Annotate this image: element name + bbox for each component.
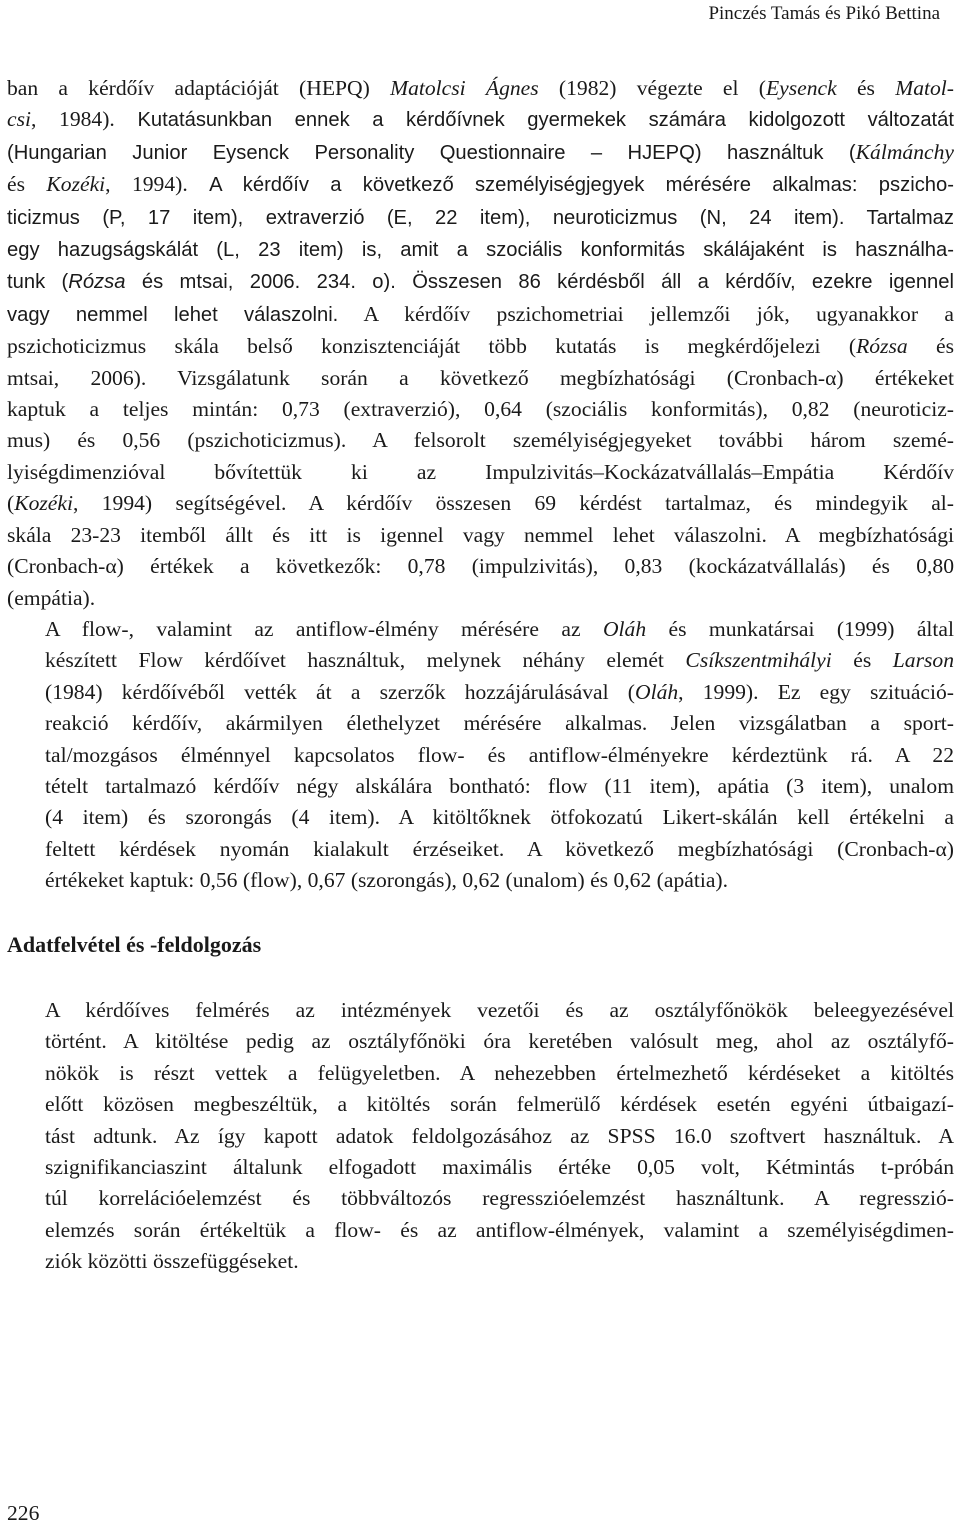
paragraph-heppq [7, 73, 954, 614]
text-run: (1984) kérdőívéből vették át a szerzők hozzájárulásával ( [45, 679, 635, 704]
text-run: , 1994). [105, 172, 210, 197]
text-line [7, 104, 954, 136]
author-name: Matolcsi Ágnes [390, 76, 539, 100]
text-line [7, 266, 954, 298]
text-line [7, 488, 954, 519]
text-run: (1982) végezte el ( [538, 76, 766, 100]
text-run: Kutatásunkban ennek a kérdőívnek gyermekek számára kidolgozott változatát [137, 109, 954, 132]
text-line [7, 73, 954, 104]
text-line: (4 item) és szorongás (4 item). A kitöltőknek ötfokozatú Likert-skálán kell értékelni a [45, 805, 954, 830]
text-run: , 1984). [31, 107, 138, 132]
text-line [7, 645, 954, 676]
text-line: nökök is részt vettek a felügyeletben. A nehezebben értelmezhető kérdéseket a kitöltés [45, 1060, 954, 1085]
text-run: A flow-, valamint az antiflow-élmény mérésére az [45, 616, 603, 641]
text-line: reakció kérdőív, akármilyen élethelyzet mérésére alkalmas. Jelen vizsgálatban a sport- [45, 711, 954, 736]
text-line: lyiségdimenzióval bővítettük ki az Impulzivitás–Kockázatvállalás–Empátia Kérdőív [7, 459, 954, 484]
text-line [7, 677, 954, 708]
text-run: és [7, 172, 47, 197]
text-run: és munkatársai (1999) által [646, 616, 954, 641]
paragraph-flow [7, 614, 954, 897]
text-line [7, 234, 954, 266]
text-line: (empátia). [7, 585, 96, 610]
author-name: Kozéki [46, 172, 106, 197]
text-line: előtt közösen megbeszéltük, a kitöltés során felmerülő kérdések esetén egyéni útbaigazí- [45, 1092, 954, 1117]
text-line: feltett kérdések nyomán kialakult érzéseiket. A következő megbízhatósági (Cronbach-α) [45, 836, 954, 861]
text-run: pszichoticizmus skála belső konzisztenciáját több kutatás is megkérdőjelezi ( [7, 334, 857, 359]
author-name: Rózsa [856, 334, 908, 359]
author-name: csi [7, 107, 31, 132]
text-line: tételt tartalmazó kérdőív négy alskálára bontható: flow (11 item), apátia (3 item), unalom [45, 773, 954, 798]
text-line: értékeket kaptuk: 0,56 (flow), 0,67 (szorongás), 0,62 (unalom) és 0,62 (apátia). [45, 868, 728, 893]
author-name: Rózsa [68, 271, 126, 294]
text-line: túl korrelációelemzést és többváltozós regresszióelemzést használtunk. A regresszió- [45, 1186, 954, 1211]
text-line [7, 169, 954, 201]
page-number: 226 [7, 1501, 40, 1525]
text-run: ( [7, 491, 15, 516]
article-body [7, 73, 954, 1278]
running-head: Pinczés Tamás és Pikó Bettina [708, 3, 940, 24]
text-run: ban a kérdőív adaptációját (HEPQ) [7, 76, 391, 100]
author-name: Kálmánchy [855, 139, 954, 164]
text-run: és [836, 76, 896, 100]
text-run: Összesen 86 kérdésből áll a kérdőív, ezekre igennel [412, 271, 954, 294]
text-run: és mtsai, 2006. 234. o). [125, 271, 413, 294]
section-heading: Adatfelvétel és -feldolgozás [7, 931, 262, 957]
text-run: készített Flow kérdőívet használtuk, melynek néhány elemét [45, 648, 686, 673]
text-line: mus) és 0,56 (pszichoticizmus). A felsorolt személyiségjegyeket további három szemé- [7, 428, 954, 453]
text-run: tunk ( [7, 271, 69, 294]
text-run: és [907, 334, 954, 359]
author-name: Kozéki [14, 491, 73, 516]
text-run: , 1994) segítségével. A kérdőív összesen 69 kérdést tartalmaz, és mindegyik al- [72, 491, 954, 516]
text-line: (Cronbach-α) értékek a következők: 0,78 (impulzivitás), 0,83 (kockázatvállalás) és 0,80 [7, 554, 954, 579]
author-name: Csíkszentmihályi [685, 648, 832, 673]
author-name: Larson [892, 648, 954, 673]
text-line: elemzés során értékeltük a flow- és az antiflow-élmények, valamint a személyiségdimen- [45, 1217, 954, 1242]
text-line: tást adtunk. Az így kapott adatok feldolgozásához az SPSS 16.0 szoftvert használtuk. A [45, 1123, 954, 1148]
text-line: A kérdőíves felmérés az intézmények vezetői és az osztályfőnökök beleegyezésével [45, 997, 954, 1022]
text-line: történt. A kitöltése pedig az osztályfőnöki óra keretében valósult meg, ahol az osztályfő- [45, 1029, 954, 1054]
text-run: ticizmus (P, 17 item), extraverzió (E, 22 item), neuroticizmus (N, 24 item). Tartalmaz [7, 206, 954, 229]
text-run: A kérdőív a következő személyiségjegyek mérésére alkalmas: pszicho- [209, 174, 954, 197]
author-name: Oláh [634, 679, 679, 704]
text-run: egy hazugságskálát (L, 23 item) is, amit a szociális konformitás skálájaként is használha- [7, 239, 954, 262]
text-run: és [831, 648, 893, 673]
text-line: tal/mozgásos élménnyel kapcsolatos flow- és antiflow-élményekre kérdeztünk rá. A 22 [45, 742, 954, 767]
text-line [7, 299, 954, 331]
text-line [7, 331, 954, 362]
text-run: (Hungarian Junior Eysenck Personality Questionnaire – HJEPQ) használtuk ( [7, 141, 856, 164]
text-run: vagy nemmel lehet válaszolni. [7, 303, 339, 326]
text-line [7, 614, 954, 645]
text-line [7, 202, 954, 234]
paragraph-data-collection [7, 995, 954, 1278]
text-line: ziók közötti összefüggéseket. [45, 1249, 299, 1274]
author-name: Matol- [895, 76, 954, 100]
text-line: szignifikanciaszint általunk elfogadott maximális értéke 0,05 volt, Kétmintás t-próbán [45, 1155, 954, 1179]
text-line: kaptuk a teljes mintán: 0,73 (extraverzió), 0,64 (szociális konformitás), 0,82 (neuroticiz- [7, 397, 954, 422]
text-run: , 1999). Ez egy szituáció- [678, 679, 954, 704]
text-run: A kérdőív pszichometriai jellemzői jók, ugyanakkor a [338, 301, 954, 326]
author-name: Eysenck [765, 76, 837, 100]
text-line: mtsai, 2006). Vizsgálatunk során a következő megbízhatósági (Cronbach-α) értékeket [7, 365, 954, 390]
author-name: Oláh [602, 616, 647, 641]
text-line [7, 137, 954, 169]
text-line: skála 23-23 itemből állt és itt is igennel vagy nemmel lehet válaszolni. A megbízhatósági [7, 522, 954, 547]
